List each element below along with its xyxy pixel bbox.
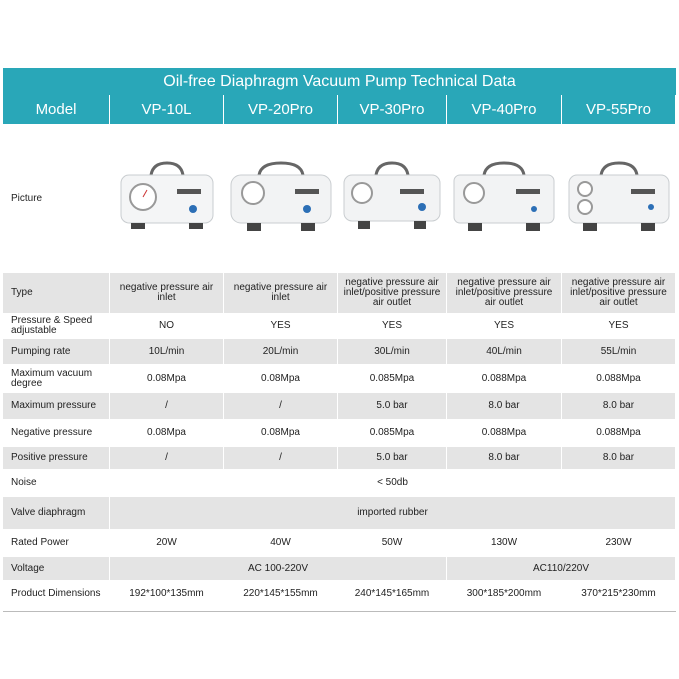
max-vacuum-label: Maximum vacuum degree (3, 365, 110, 393)
max-vacuum-cell: 0.08Mpa (110, 365, 224, 393)
row-type (3, 273, 676, 314)
power-cell: 130W (447, 530, 562, 557)
max-vacuum-cell: 0.085Mpa (338, 365, 447, 393)
valve-label: Valve diaphragm (3, 497, 110, 530)
spec-sheet (3, 68, 676, 612)
row-valve (3, 497, 676, 530)
noise-label: Noise (3, 470, 110, 497)
dimensions-cell: 240*145*165mm (338, 581, 447, 607)
type-cell: negative pressure air inlet (224, 273, 338, 314)
power-cell: 50W (338, 530, 447, 557)
positive-pressure-cell: 5.0 bar (338, 447, 447, 470)
voltage-cell-b: AC110/220V (447, 557, 676, 581)
type-cell: negative pressure air inlet/positive pressure air outlet (447, 273, 562, 314)
dimensions-cell: 220*145*155mm (224, 581, 338, 607)
pumping-rate-cell: 55L/min (562, 339, 676, 365)
adjustable-cell: YES (447, 314, 562, 339)
row-negative-pressure (3, 420, 676, 447)
pumping-rate-label: Pumping rate (3, 339, 110, 365)
negative-pressure-cell: 0.088Mpa (562, 420, 676, 447)
negative-pressure-cell: 0.08Mpa (224, 420, 338, 447)
dimensions-cell: 370*215*230mm (562, 581, 676, 607)
max-pressure-label: Maximum pressure (3, 393, 110, 420)
row-dimensions (3, 581, 676, 607)
voltage-label: Voltage (3, 557, 110, 581)
row-positive-pressure (3, 447, 676, 470)
power-cell: 20W (110, 530, 224, 557)
type-cell: negative pressure air inlet/positive pressure air outlet (338, 273, 447, 314)
pump-vp-10l-image (110, 125, 224, 273)
max-vacuum-cell: 0.088Mpa (562, 365, 676, 393)
max-vacuum-cell: 0.088Mpa (447, 365, 562, 393)
row-power (3, 530, 676, 557)
model-vp-55pro: VP-55Pro (562, 95, 676, 125)
positive-pressure-label: Positive pressure (3, 447, 110, 470)
pump-vp-40pro-image (447, 125, 562, 273)
adjustable-cell: NO (110, 314, 224, 339)
dimensions-cell: 192*100*135mm (110, 581, 224, 607)
model-vp-30pro: VP-30Pro (338, 95, 447, 125)
dimensions-cell: 300*185*200mm (447, 581, 562, 607)
max-pressure-cell: / (224, 393, 338, 420)
noise-cell: < 50db (110, 470, 676, 497)
pumping-rate-cell: 10L/min (110, 339, 224, 365)
negative-pressure-cell: 0.085Mpa (338, 420, 447, 447)
picture-label: Picture (3, 125, 110, 273)
model-vp-10l: VP-10L (110, 95, 224, 125)
power-cell: 40W (224, 530, 338, 557)
max-vacuum-cell: 0.08Mpa (224, 365, 338, 393)
pump-vp-20pro-image (224, 125, 338, 273)
adjustable-cell: YES (562, 314, 676, 339)
row-pumping-rate (3, 339, 676, 365)
row-max-pressure (3, 393, 676, 420)
picture-row (3, 125, 676, 273)
row-noise (3, 470, 676, 497)
positive-pressure-cell: 8.0 bar (562, 447, 676, 470)
power-cell: 230W (562, 530, 676, 557)
dimensions-label: Product Dimensions (3, 581, 110, 607)
voltage-cell-a: AC 100-220V (110, 557, 447, 581)
type-cell: negative pressure air inlet/positive pressure air outlet (562, 273, 676, 314)
row-voltage (3, 557, 676, 581)
positive-pressure-cell: 8.0 bar (447, 447, 562, 470)
max-pressure-cell: 8.0 bar (447, 393, 562, 420)
max-pressure-cell: / (110, 393, 224, 420)
header-row (3, 95, 676, 125)
pumping-rate-cell: 40L/min (447, 339, 562, 365)
adjustable-label: Pressure & Speed adjustable (3, 314, 110, 339)
model-vp-20pro: VP-20Pro (224, 95, 338, 125)
negative-pressure-cell: 0.08Mpa (110, 420, 224, 447)
adjustable-cell: YES (338, 314, 447, 339)
valve-cell: imported rubber (110, 497, 676, 530)
adjustable-cell: YES (224, 314, 338, 339)
model-header: Model (3, 95, 110, 125)
max-pressure-cell: 8.0 bar (562, 393, 676, 420)
model-vp-40pro: VP-40Pro (447, 95, 562, 125)
row-adjustable (3, 314, 676, 339)
positive-pressure-cell: / (110, 447, 224, 470)
type-label: Type (3, 273, 110, 314)
pump-vp-55pro-image (562, 125, 676, 273)
table-title: Oil-free Diaphragm Vacuum Pump Technical Data (3, 68, 676, 95)
pump-vp-30pro-image (338, 125, 447, 273)
pumping-rate-cell: 30L/min (338, 339, 447, 365)
max-pressure-cell: 5.0 bar (338, 393, 447, 420)
row-max-vacuum (3, 365, 676, 393)
negative-pressure-label: Negative pressure (3, 420, 110, 447)
table-bottom-divider (3, 611, 676, 612)
power-label: Rated Power (3, 530, 110, 557)
pumping-rate-cell: 20L/min (224, 339, 338, 365)
positive-pressure-cell: / (224, 447, 338, 470)
type-cell: negative pressure air inlet (110, 273, 224, 314)
negative-pressure-cell: 0.088Mpa (447, 420, 562, 447)
